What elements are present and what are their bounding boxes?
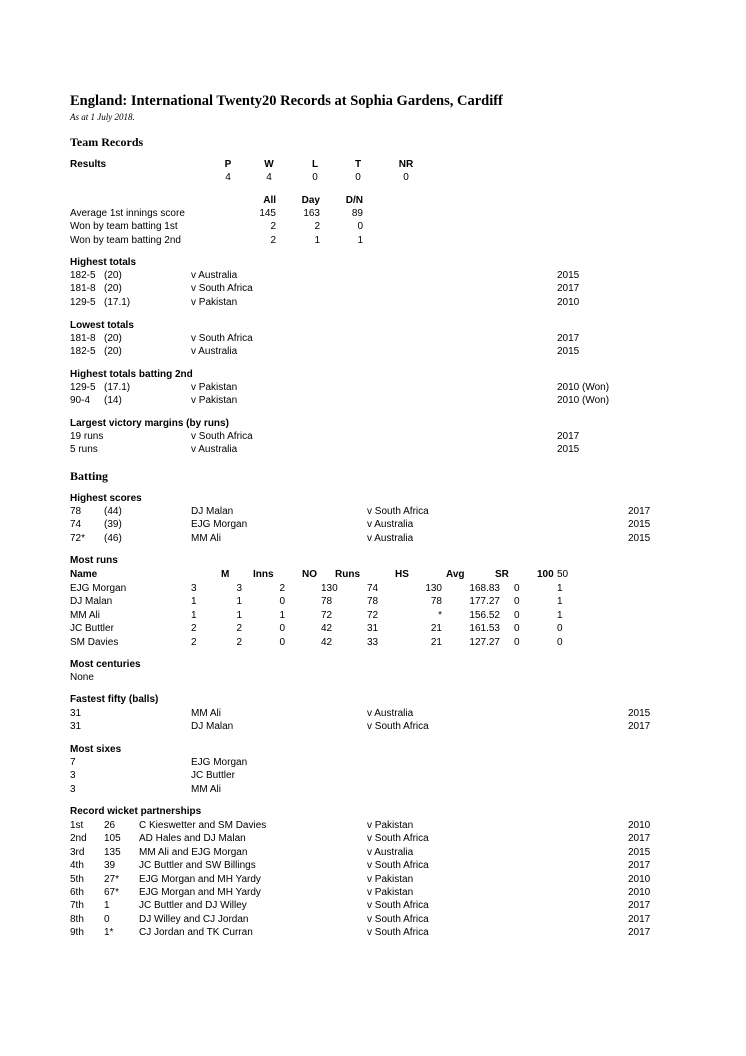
score-opponent: v South Africa: [367, 506, 429, 517]
score-runs: 72*: [70, 532, 86, 544]
results-value-p: 4: [225, 172, 231, 183]
team-record-score: 129-5: [70, 382, 96, 393]
most-runs-header-inns: Inns: [253, 569, 274, 580]
team-record-opponent: v Australia: [191, 444, 238, 456]
score-runs: 74: [70, 519, 82, 531]
most-runs-header-100: 100: [537, 569, 554, 580]
most-runs-not-outs: 2: [279, 583, 285, 594]
most-runs-fifties: 1: [557, 583, 563, 594]
team-record-opponent: v Australia: [191, 346, 238, 358]
most-runs-not-outs: 0: [279, 596, 285, 608]
fifty-opponent: v Australia: [367, 708, 414, 719]
batting-heading: Batting: [70, 469, 109, 483]
most-runs-hundreds: 0: [514, 609, 520, 621]
team-record-overs: (14): [104, 395, 122, 407]
partnership-wicket: 5th: [70, 873, 84, 885]
partnership-opponent: v Australia: [367, 846, 414, 858]
score-balls: (44): [104, 506, 122, 517]
average-row-label: Won by team batting 2nd: [70, 234, 181, 246]
avg-header-dn: D/N: [345, 195, 363, 206]
most-runs-hs: 74: [367, 583, 379, 594]
team-records-heading: Team Records: [70, 135, 144, 149]
partnership-wicket: 3rd: [70, 846, 85, 858]
partnership-year: 2017: [628, 860, 651, 872]
partnership-wicket: 6th: [70, 887, 84, 898]
team-record-year: 2015: [557, 346, 580, 358]
partnership-opponent: v South Africa: [367, 900, 429, 912]
partnership-opponent: v Pakistan: [367, 887, 414, 898]
most-runs-header-no: NO: [302, 569, 317, 580]
partnership-year: 2017: [628, 927, 651, 939]
team-record-overs: (17.1): [104, 296, 131, 308]
as-at-date: As at 1 July 2018.: [70, 112, 135, 122]
team-record-year: 2010 (Won): [557, 395, 610, 407]
team-record-score: 182-5: [70, 270, 96, 281]
partnership-opponent: v South Africa: [367, 913, 429, 925]
team-record-score: 181-8: [70, 283, 96, 295]
team-record-year: 2010 (Won): [557, 382, 610, 393]
partnership-runs: 1*: [104, 927, 114, 939]
partnership-wicket: 7th: [70, 900, 84, 912]
results-header-t: T: [354, 159, 362, 170]
most-runs-runs: 42: [321, 623, 333, 635]
most-sixes-heading: Most sixes: [70, 744, 122, 755]
partnership-year: 2010: [628, 820, 651, 831]
most-runs-sr: 127.27: [469, 636, 500, 648]
team-record-overs: (20): [104, 346, 122, 358]
fifty-year: 2015: [628, 708, 651, 719]
partnership-wicket: 4th: [70, 860, 84, 872]
most-runs-innings: 2: [236, 623, 242, 635]
most-runs-innings: 1: [236, 609, 242, 621]
score-balls: (46): [104, 532, 122, 544]
partnership-runs: 1: [104, 900, 110, 912]
most-centuries-heading: Most centuries: [70, 659, 141, 670]
team-record-year: 2017: [557, 333, 580, 344]
avg-header-day: Day: [301, 195, 320, 206]
score-year: 2015: [628, 532, 651, 544]
team-record-score: 19 runs: [70, 431, 104, 442]
team-record-score: 181-8: [70, 333, 96, 344]
most-runs-header-runs: Runs: [335, 569, 360, 580]
average-all-value: 145: [259, 208, 276, 219]
average-dn-value: 1: [357, 234, 363, 246]
most-runs-sr: 156.52: [469, 609, 500, 621]
partnership-opponent: v Pakistan: [367, 820, 414, 831]
average-all-value: 2: [270, 234, 276, 246]
most-runs-avg: 21: [430, 623, 442, 635]
most-runs-matches: 3: [191, 583, 197, 594]
results-value-l: 0: [312, 172, 318, 183]
team-section-heading: Largest victory margins (by runs): [70, 418, 229, 429]
results-value-nr: 0: [403, 172, 409, 183]
score-year: 2017: [628, 506, 651, 517]
most-runs-header-hs: HS: [395, 569, 409, 580]
most-runs-hundreds: 0: [514, 636, 520, 648]
partnership-wicket: 1st: [70, 820, 84, 831]
team-record-opponent: v South Africa: [191, 283, 253, 295]
team-record-score: 90-4: [70, 395, 91, 407]
sixes-count: 3: [70, 770, 76, 782]
average-day-value: 1: [314, 234, 320, 246]
sixes-count: 3: [70, 783, 76, 795]
partnership-pair: EJG Morgan and MH Yardy: [139, 873, 261, 885]
fastest-fifty-heading: Fastest fifty (balls): [70, 694, 159, 705]
fifty-year: 2017: [628, 721, 651, 733]
most-runs-avg: *: [438, 609, 442, 621]
results-label: Results: [70, 159, 107, 170]
most-runs-fifties: 0: [557, 636, 563, 648]
partnership-opponent: v Pakistan: [367, 873, 414, 885]
partnership-runs: 135: [104, 846, 121, 858]
fifty-balls: 31: [70, 721, 82, 733]
results-value-t: 0: [355, 172, 361, 183]
partnership-year: 2010: [628, 887, 651, 898]
results-header-w: W: [264, 159, 274, 170]
team-record-opponent: v South Africa: [191, 431, 253, 442]
sixes-player: MM Ali: [191, 783, 221, 795]
most-runs-hs: 33: [367, 636, 379, 648]
score-opponent: v Australia: [367, 519, 414, 531]
most-runs-matches: 2: [191, 623, 197, 635]
most-runs-hundreds: 0: [514, 596, 520, 608]
partnerships-heading: Record wicket partnerships: [70, 806, 202, 817]
most-runs-innings: 3: [236, 583, 242, 594]
average-row-label: Won by team batting 1st: [70, 221, 178, 233]
fifty-player: MM Ali: [191, 708, 221, 719]
most-runs-runs: 72: [321, 609, 333, 621]
partnership-runs: 39: [104, 860, 116, 872]
results-header-nr: NR: [398, 159, 414, 170]
most-runs-matches: 1: [191, 609, 197, 621]
partnership-runs: 0: [104, 913, 110, 925]
most-runs-hs: 72: [367, 609, 379, 621]
partnership-pair: JC Buttler and SW Billings: [139, 860, 256, 872]
team-section-heading: Highest totals: [70, 257, 137, 268]
most-runs-avg: 78: [430, 596, 442, 608]
fifty-opponent: v South Africa: [367, 721, 429, 733]
most-runs-hundreds: 0: [514, 583, 520, 594]
average-day-value: 2: [314, 221, 320, 233]
team-record-year: 2017: [557, 431, 580, 442]
partnership-wicket: 9th: [70, 927, 84, 939]
most-runs-not-outs: 0: [279, 623, 285, 635]
most-runs-not-outs: 0: [279, 636, 285, 648]
most-runs-header-avg: Avg: [446, 569, 465, 580]
team-record-overs: (17.1): [104, 382, 131, 393]
score-opponent: v Australia: [367, 532, 414, 544]
most-runs-runs: 78: [321, 596, 333, 608]
most-runs-sr: 161.53: [469, 623, 500, 635]
most-runs-header-m: M: [221, 569, 230, 580]
most-runs-fifties: 1: [557, 596, 563, 608]
sixes-player: EJG Morgan: [191, 757, 248, 768]
sixes-count: 7: [70, 757, 76, 768]
team-record-overs: (20): [104, 270, 122, 281]
score-player: MM Ali: [191, 532, 221, 544]
team-section-heading: Highest totals batting 2nd: [70, 369, 193, 380]
most-runs-innings: 1: [236, 596, 242, 608]
most-runs-avg: 21: [430, 636, 442, 648]
partnership-year: 2015: [628, 846, 651, 858]
most-runs-fifties: 1: [557, 609, 563, 621]
team-record-overs: (20): [104, 283, 122, 295]
team-record-score: 182-5: [70, 346, 96, 358]
most-runs-not-outs: 1: [279, 609, 285, 621]
partnership-pair: AD Hales and DJ Malan: [139, 833, 246, 845]
partnership-year: 2010: [628, 873, 651, 885]
most-runs-hs: 31: [367, 623, 379, 635]
partnership-runs: 27*: [104, 873, 120, 885]
score-player: EJG Morgan: [191, 519, 248, 531]
most-runs-player: JC Buttler: [70, 623, 114, 635]
most-runs-heading: Most runs: [70, 555, 118, 566]
page-title: England: International Twenty20 Records at Sophia Gardens, Cardiff: [70, 93, 503, 109]
team-record-year: 2015: [557, 444, 580, 456]
most-centuries-value: None: [70, 672, 94, 683]
most-runs-sr: 177.27: [469, 596, 500, 608]
results-header-l: L: [311, 159, 319, 170]
average-day-value: 163: [303, 208, 320, 219]
partnership-runs: 67*: [104, 887, 120, 898]
partnership-pair: CJ Jordan and TK Curran: [139, 927, 253, 939]
partnership-pair: JC Buttler and DJ Willey: [139, 900, 247, 912]
partnership-opponent: v South Africa: [367, 927, 429, 939]
most-runs-runs: 130: [321, 583, 338, 594]
results-header-p: P: [224, 159, 232, 170]
partnership-year: 2017: [628, 833, 651, 845]
fifty-balls: 31: [70, 708, 82, 719]
most-runs-matches: 2: [191, 636, 197, 648]
score-player: DJ Malan: [191, 506, 234, 517]
fifty-player: DJ Malan: [191, 721, 234, 733]
most-runs-runs: 42: [321, 636, 333, 648]
partnership-pair: C Kieswetter and SM Davies: [139, 820, 267, 831]
partnership-opponent: v South Africa: [367, 833, 429, 845]
partnership-wicket: 2nd: [70, 833, 87, 845]
most-runs-header-50: 50: [557, 569, 569, 580]
team-record-year: 2015: [557, 270, 580, 281]
team-section-heading: Lowest totals: [70, 320, 134, 331]
partnership-pair: DJ Willey and CJ Jordan: [139, 913, 249, 925]
results-value-w: 4: [266, 172, 272, 183]
partnership-pair: MM Ali and EJG Morgan: [139, 846, 248, 858]
team-record-score: 129-5: [70, 296, 96, 308]
most-runs-innings: 2: [236, 636, 242, 648]
avg-header-all: All: [263, 195, 276, 206]
most-runs-hs: 78: [367, 596, 379, 608]
partnership-pair: EJG Morgan and MH Yardy: [139, 887, 261, 898]
team-record-opponent: v Pakistan: [191, 382, 238, 393]
partnership-runs: 26: [104, 820, 116, 831]
most-runs-matches: 1: [191, 596, 197, 608]
partnership-year: 2017: [628, 913, 651, 925]
most-runs-player: DJ Malan: [70, 596, 113, 608]
most-runs-avg: 130: [425, 583, 442, 594]
most-runs-sr: 168.83: [469, 583, 500, 594]
team-record-score: 5 runs: [70, 444, 98, 456]
average-dn-value: 89: [351, 208, 363, 219]
average-row-label: Average 1st innings score: [70, 208, 185, 219]
team-record-opponent: v Pakistan: [191, 296, 238, 308]
team-record-overs: (20): [104, 333, 122, 344]
partnership-runs: 105: [104, 833, 121, 845]
sixes-player: JC Buttler: [191, 770, 235, 782]
highest-scores-heading: Highest scores: [70, 493, 142, 504]
team-record-year: 2017: [557, 283, 580, 295]
score-runs: 78: [70, 506, 82, 517]
most-runs-header-name: Name: [70, 569, 98, 580]
most-runs-header-sr: SR: [495, 569, 509, 580]
partnership-opponent: v South Africa: [367, 860, 429, 872]
team-record-opponent: v Australia: [191, 270, 238, 281]
team-record-year: 2010: [557, 296, 580, 308]
average-dn-value: 0: [357, 221, 363, 233]
most-runs-player: MM Ali: [70, 609, 100, 621]
score-balls: (39): [104, 519, 122, 531]
most-runs-player: SM Davies: [70, 636, 119, 648]
partnership-wicket: 8th: [70, 913, 84, 925]
partnership-year: 2017: [628, 900, 651, 912]
most-runs-fifties: 0: [557, 623, 563, 635]
most-runs-hundreds: 0: [514, 623, 520, 635]
team-record-opponent: v Pakistan: [191, 395, 238, 407]
most-runs-player: EJG Morgan: [70, 583, 127, 594]
score-year: 2015: [628, 519, 651, 531]
average-all-value: 2: [270, 221, 276, 233]
team-record-opponent: v South Africa: [191, 333, 253, 344]
